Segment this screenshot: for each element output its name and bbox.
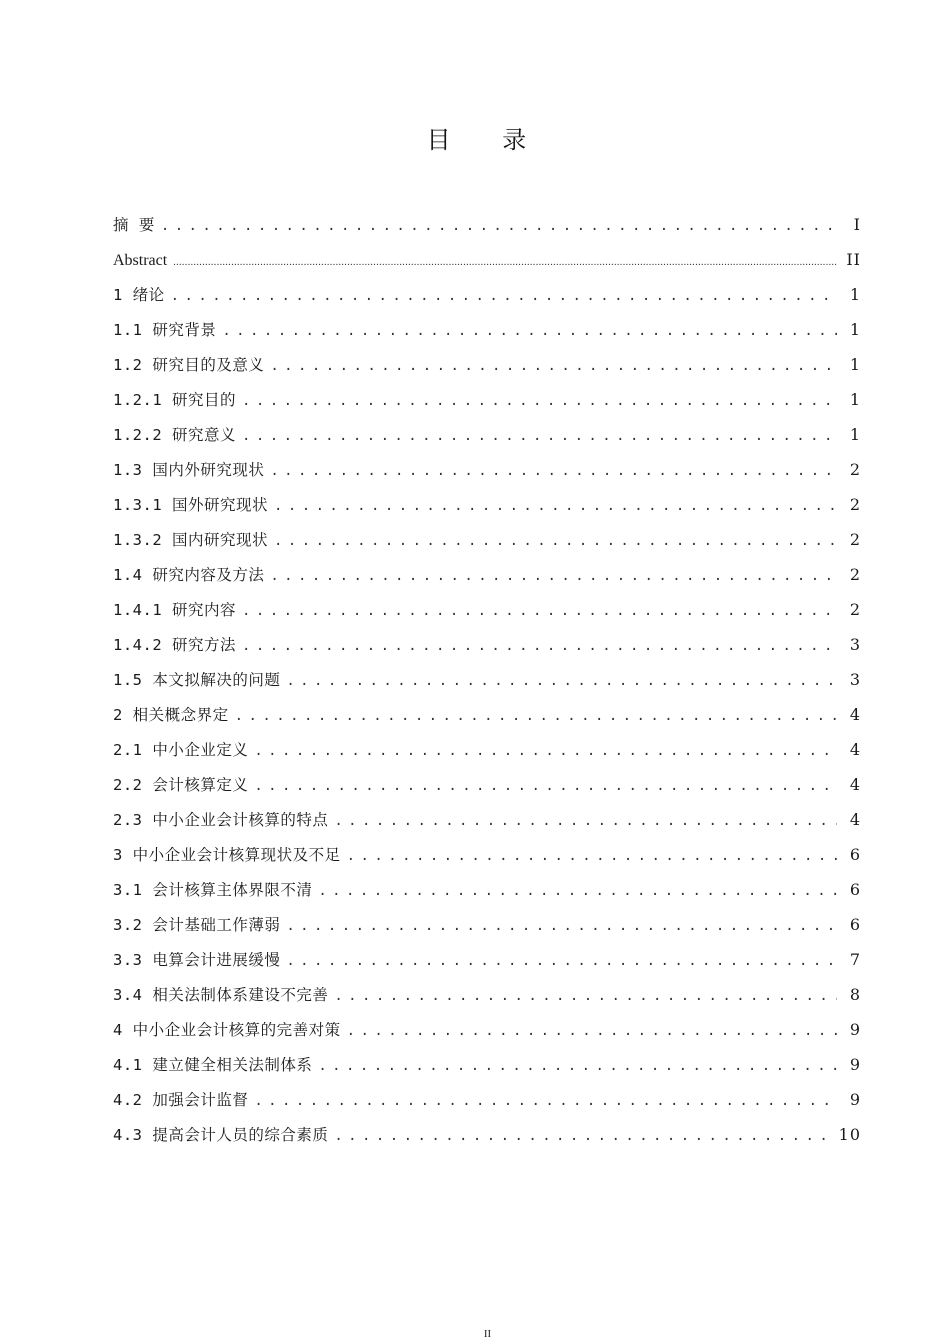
page-number-footer: II [483, 1328, 492, 1340]
toc-entry-label: 1.2 研究目的及意义 [113, 356, 265, 374]
toc-entry-page: 1 [849, 285, 861, 304]
toc-entry[interactable] [113, 490, 861, 525]
toc-entry-page: 1 [849, 390, 861, 409]
toc-entry[interactable] [113, 525, 861, 560]
toc-entry-page: 2 [849, 600, 861, 619]
toc-entry-label: Abstract [113, 252, 168, 269]
toc-entry[interactable] [113, 1015, 861, 1050]
dot-leader [334, 806, 837, 836]
toc-entry-label: 4.2 加强会计监督 [113, 1091, 249, 1109]
dot-leader [270, 561, 837, 591]
toc-entry[interactable] [113, 805, 861, 840]
toc-entry[interactable] [113, 770, 861, 805]
toc-entry-label: 3 中小企业会计核算现状及不足 [113, 846, 341, 864]
dot-leader [318, 1051, 837, 1081]
dot-leader [270, 351, 837, 381]
dot-leader [254, 1086, 837, 1116]
toc-entry[interactable] [113, 1120, 861, 1155]
dot-leader [173, 248, 837, 278]
toc-entry[interactable] [113, 875, 861, 910]
toc-entry[interactable] [113, 945, 861, 980]
toc-entry-page: 8 [849, 985, 861, 1004]
dot-leader [318, 876, 837, 906]
toc-entry-label: 4 中小企业会计核算的完善对策 [113, 1021, 341, 1039]
toc-entry-page: 2 [849, 495, 861, 514]
dot-leader [161, 211, 837, 241]
toc-entry-label: 3.1 会计核算主体界限不清 [113, 881, 313, 899]
toc-entry-page: 3 [849, 670, 861, 689]
dot-leader [334, 981, 837, 1011]
toc-entry-page: 4 [849, 775, 861, 794]
dot-leader [286, 911, 837, 941]
toc-entry[interactable] [113, 560, 861, 595]
table-of-contents [113, 210, 861, 1155]
toc-entry-page: 3 [849, 635, 861, 654]
toc-entry[interactable] [113, 700, 861, 735]
dot-leader [235, 701, 837, 731]
toc-entry-label: 1 绪论 [113, 286, 165, 304]
toc-entry[interactable] [113, 210, 861, 245]
toc-entry-page: 1 [849, 355, 861, 374]
toc-entry-page: 9 [849, 1020, 861, 1039]
dot-leader [242, 631, 837, 661]
dot-leader [242, 386, 837, 416]
toc-entry-label: 2.1 中小企业定义 [113, 741, 249, 759]
toc-entry-page: 9 [849, 1090, 861, 1109]
toc-entry-page: 10 [838, 1125, 861, 1144]
toc-entry-page: 4 [849, 740, 861, 759]
dot-leader [222, 316, 837, 346]
dot-leader [286, 946, 837, 976]
dot-leader [254, 771, 837, 801]
toc-entry-label: 1.2.2 研究意义 [113, 426, 236, 444]
toc-entry[interactable] [113, 420, 861, 455]
toc-entry-page: I [853, 215, 861, 234]
dot-leader [334, 1121, 830, 1151]
toc-entry-label: 1.3.1 国外研究现状 [113, 496, 268, 514]
toc-entry-label: 2 相关概念界定 [113, 706, 229, 724]
toc-entry-label: 3.3 电算会计进展缓慢 [113, 951, 281, 969]
toc-entry-label: 1.3.2 国内研究现状 [113, 531, 268, 549]
dot-leader [286, 666, 837, 696]
toc-entry[interactable] [113, 630, 861, 665]
toc-entry-page: 2 [849, 565, 861, 584]
toc-entry[interactable] [113, 455, 861, 490]
toc-entry[interactable] [113, 735, 861, 770]
dot-leader [242, 596, 837, 626]
toc-entry-label: 1.4.2 研究方法 [113, 636, 236, 654]
toc-entry[interactable] [113, 315, 861, 350]
toc-entry-page: 7 [849, 950, 861, 969]
toc-entry-page: 4 [849, 705, 861, 724]
toc-entry-page: 6 [849, 845, 861, 864]
toc-entry-label: 1.4.1 研究内容 [113, 601, 236, 619]
toc-entry-label: 4.1 建立健全相关法制体系 [113, 1056, 313, 1074]
toc-entry[interactable] [113, 840, 861, 875]
toc-entry-page: 2 [849, 530, 861, 549]
toc-entry[interactable] [113, 980, 861, 1015]
toc-entry[interactable] [113, 665, 861, 700]
toc-entry-page: 9 [849, 1055, 861, 1074]
toc-entry-label: 2.2 会计核算定义 [113, 776, 249, 794]
toc-entry-label: 3.2 会计基础工作薄弱 [113, 916, 281, 934]
toc-entry-label: 1.2.1 研究目的 [113, 391, 236, 409]
toc-entry[interactable] [113, 245, 861, 280]
dot-leader [347, 841, 837, 871]
toc-entry[interactable] [113, 910, 861, 945]
toc-entry-page: 2 [849, 460, 861, 479]
toc-entry[interactable] [113, 595, 861, 630]
toc-entry-label: 3.4 相关法制体系建设不完善 [113, 986, 329, 1004]
toc-entry-label: 1.4 研究内容及方法 [113, 566, 265, 584]
toc-entry-label: 4.3 提高会计人员的综合素质 [113, 1126, 329, 1144]
page-title: 目 录 [426, 126, 549, 154]
toc-entry-page: II [846, 250, 861, 269]
toc-entry-page: 6 [849, 915, 861, 934]
toc-entry-label: 1.5 本文拟解决的问题 [113, 671, 281, 689]
dot-leader [274, 526, 837, 556]
dot-leader [270, 456, 837, 486]
dot-leader [242, 421, 837, 451]
dot-leader [347, 1016, 837, 1046]
toc-entry-page: 6 [849, 880, 861, 899]
toc-entry-page: 4 [849, 810, 861, 829]
toc-entry[interactable] [113, 1050, 861, 1085]
toc-entry[interactable] [113, 1085, 861, 1120]
toc-entry-label: 2.3 中小企业会计核算的特点 [113, 811, 329, 829]
dot-leader [274, 491, 837, 521]
dot-leader [254, 736, 837, 766]
toc-entry[interactable] [113, 280, 861, 315]
toc-entry[interactable] [113, 385, 861, 420]
toc-entry-page: 1 [849, 425, 861, 444]
toc-entry-label: 1.3 国内外研究现状 [113, 461, 265, 479]
toc-entry-label: 摘 要 [113, 216, 155, 234]
toc-entry-label: 1.1 研究背景 [113, 321, 217, 339]
toc-entry-page: 1 [849, 320, 861, 339]
dot-leader [171, 281, 837, 311]
toc-entry[interactable] [113, 350, 861, 385]
